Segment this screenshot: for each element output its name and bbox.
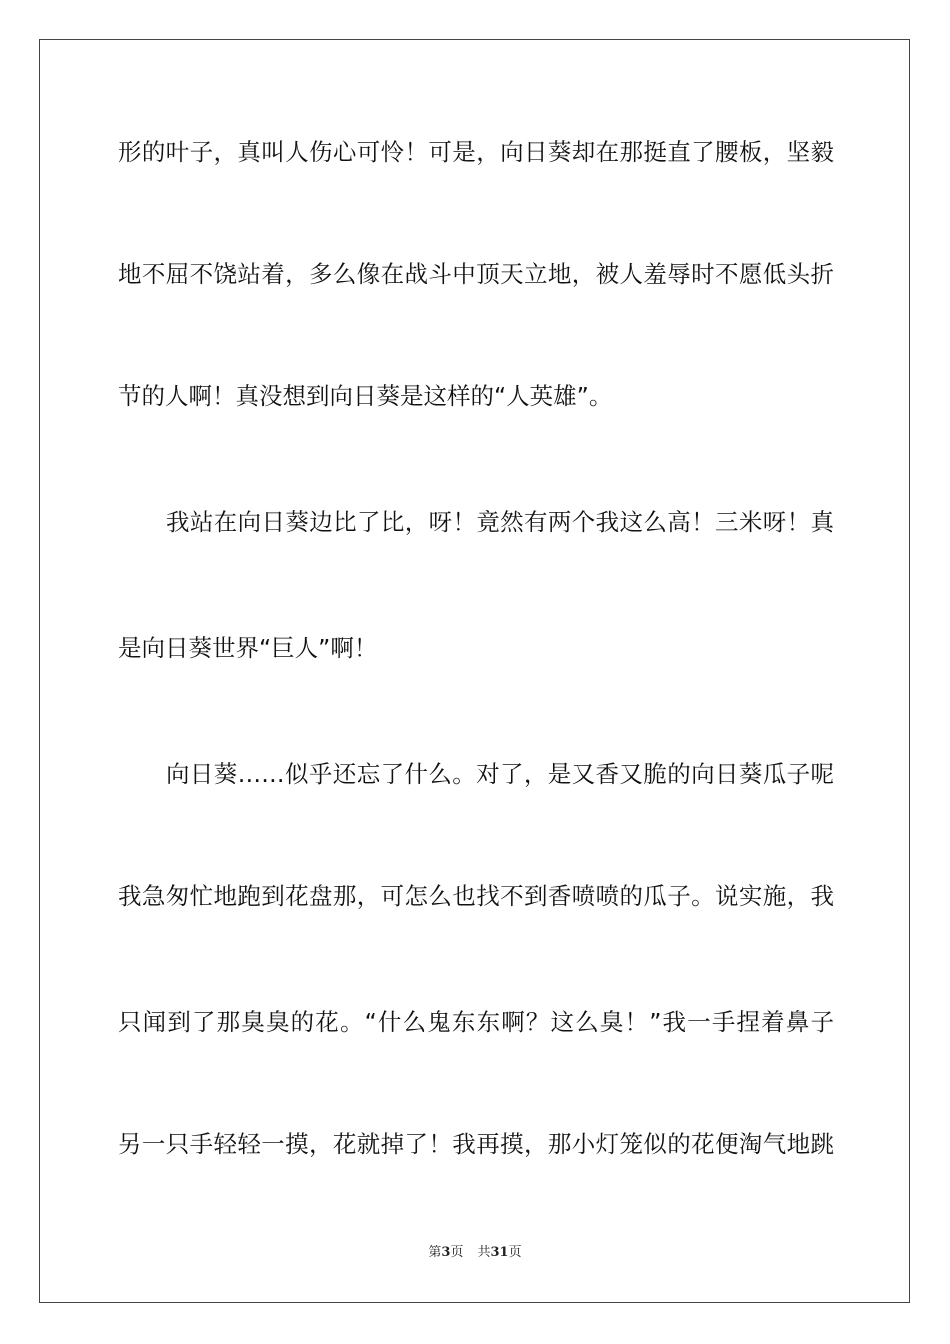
page-prefix: 第 xyxy=(428,1245,442,1260)
total-suffix: 页 xyxy=(508,1245,522,1260)
total-pages: 31 xyxy=(490,1245,509,1260)
text-line-9: 另一只手轻轻一摸，花就掉了！我再摸，那小灯笼似的花便淘气地跳 xyxy=(118,1130,834,1158)
text-line-2: 地不屈不饶站着，多么像在战斗中顶天立地，被人羞辱时不愿低头折 xyxy=(118,260,834,288)
page-footer xyxy=(0,1244,950,1262)
text-line-5: 是向日葵世界“巨人”啊！ xyxy=(118,634,378,662)
page-number: 3 xyxy=(441,1245,451,1260)
total-prefix: 共 xyxy=(477,1245,491,1260)
text-line-7: 我急匆忙地跑到花盘那，可怎么也找不到香喷喷的瓜子。说实施，我 xyxy=(118,882,834,910)
text-line-1: 形的叶子，真叫人伤心可怜！可是，向日葵却在那挺直了腰板，坚毅 xyxy=(118,138,834,166)
text-line-4: 我站在向日葵边比了比，呀！竟然有两个我这么高！三米呀！真 xyxy=(166,508,834,536)
text-line-3: 节的人啊！真没想到向日葵是这样的“人英雄”。 xyxy=(118,382,613,410)
text-line-8: 只闻到了那臭臭的花。“什么鬼东东啊？这么臭！”我一手捏着鼻子 xyxy=(118,1008,834,1036)
page-suffix: 页 xyxy=(450,1245,464,1260)
text-line-6: 向日葵……似乎还忘了什么。对了，是又香又脆的向日葵瓜子呢 xyxy=(166,760,834,788)
page-border xyxy=(39,39,910,1303)
